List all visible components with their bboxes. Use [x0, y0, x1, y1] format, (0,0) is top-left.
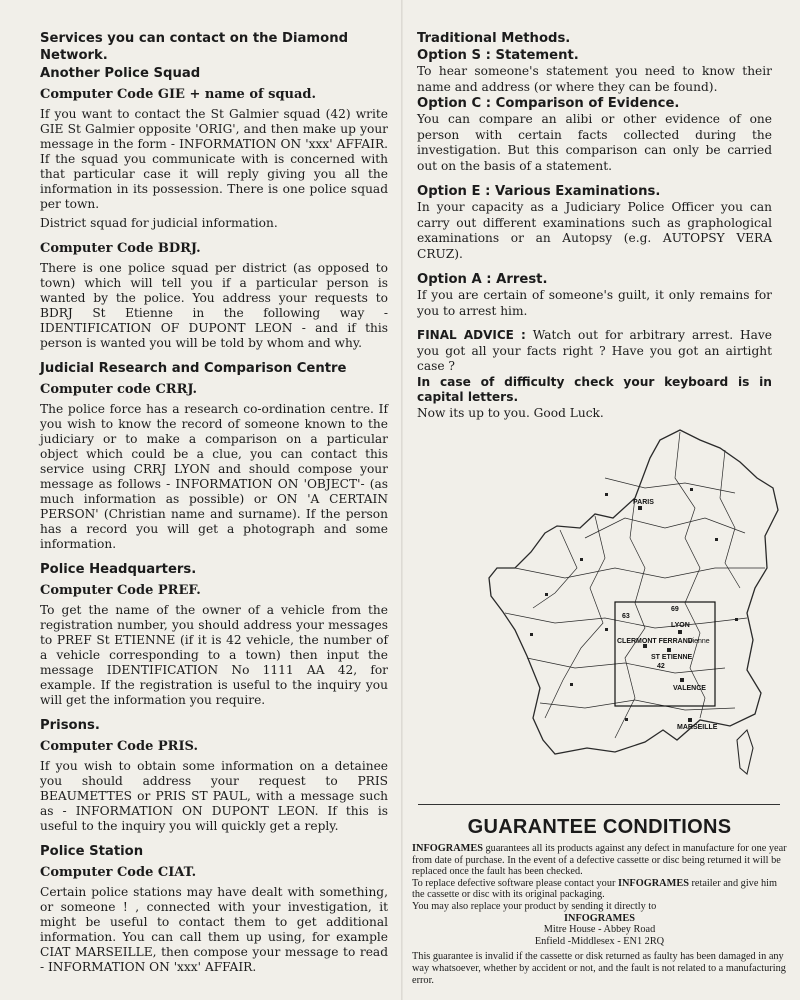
town-marker	[735, 618, 738, 621]
city-marker-paris	[638, 506, 642, 510]
address-line-2: Enfield -Middlesex - EN1 2RQ	[534, 935, 665, 947]
option-s-body: To hear someone's statement you need to know their name and address (or where they can be found).	[417, 64, 772, 94]
pref-code: Computer Code PREF.	[40, 583, 201, 598]
map-label-42: 42	[657, 663, 665, 670]
ciat-title: Police Station	[40, 844, 144, 859]
region-line	[605, 478, 735, 493]
town-marker	[715, 538, 718, 541]
address-name: INFOGRAMES	[564, 912, 635, 924]
methods-heading: Traditional Methods.	[417, 31, 571, 46]
guarantee-p1	[412, 843, 787, 878]
squad-title: Another Police Squad	[40, 66, 201, 81]
crrj-body: The police force has a research co-ordination centre. If you wish to know the record of someone known to the judiciary or to make a comparison on a particular object which could be a clue, you can contact this service using CRRJ LYON and should compose your message as follows - INFORMATION ON 'OBJECT'- (as much information as possible) or ON 'A CERTAIN PERSON' (Christian name and surname). If the person has a record you will get a photograph and some information.	[40, 402, 388, 551]
final-advice-body: Watch out for arbitrary arrest. Have you got all your facts right ? Have you got an airtight case ?	[417, 328, 772, 373]
guarantee-section	[412, 816, 787, 986]
guarantee-p2-b: retailer and give him the cassette or disc with its original packaging.	[412, 877, 777, 901]
city-marker-valence	[680, 678, 684, 682]
region-line	[615, 498, 645, 738]
map-labels	[617, 499, 718, 731]
pref-title: Police Headquarters.	[40, 562, 197, 577]
map-label-clermont: CLERMONT FERRAND	[617, 638, 693, 645]
guarantee-p1-text: guarantees all its products against any defect in manufacture for one year from date of purchase. In the event of a defective cassette or disc being returned it will be replaced once the fault has been checked.	[412, 843, 787, 878]
left-column	[0, 0, 400, 975]
services-heading: Services you can contact on the Diamond Network.	[40, 31, 349, 63]
pref-body: To get the name of the owner of a vehicle from the registration number, you should address your messages to PREF St ETIENNE (if it is 42 vehicle, the number of a vehicle corresponding to a town) then input the message IDENTIFICATION No 1111 AA 42, for example. If the registration is useful to the inquiry you will get the information you require.	[40, 603, 388, 707]
squad-note: District squad for judicial information.	[40, 216, 278, 230]
town-marker	[605, 628, 608, 631]
guarantee-p3: You may also replace your product by sending it directly to	[412, 900, 657, 912]
squad-code: Computer Code GIE + name of squad.	[40, 87, 317, 102]
town-marker	[545, 593, 548, 596]
guarantee-p2-a: To replace defective software please contact your	[412, 877, 616, 889]
region-line	[540, 700, 735, 710]
guarantee-footer: This guarantee is invalid if the cassette or disk returned as faulty has been damaged in any way whatsoever, whether by accident or not, and the fault is not related to a manufacturing error.	[412, 951, 786, 986]
map-label-marseille: MARSEILLE	[677, 724, 718, 731]
bdrj-body: There is one police squad per district (as opposed to town) which will tell you if a particular person is wanted by the police. You address your requests to BDRJ St Etienne in the following way - IDENTIFICATION OF DUPONT LEON - and if this person is wanted you will be told by whom and why.	[40, 261, 388, 350]
region-line	[533, 530, 577, 608]
ciat-code: Computer Code CIAT.	[40, 865, 197, 880]
final-advice-label: FINAL ADVICE :	[417, 328, 526, 342]
crrj-title: Judicial Research and Comparison Centre	[40, 361, 347, 376]
pris-body: If you wish to obtain some information on a detainee you should address your request to PRIS BEAUMETTES or PRIS ST PAUL, with a message such as - INFORMATION ON DUPONT LEON. If this is useful to the inquiry you will quickly get a reply.	[40, 759, 388, 833]
guarantee-title: GUARANTEE CONDITIONS	[467, 816, 732, 838]
town-marker	[605, 493, 608, 496]
region-line	[527, 658, 725, 673]
option-a-body: If you are certain of someone's guilt, it only remains for you to arrest him.	[417, 288, 772, 318]
map-label-valence: VALENCE	[673, 685, 706, 692]
option-e-title: Option E : Various Examinations.	[417, 184, 661, 199]
town-marker	[570, 683, 573, 686]
map-label-st-etienne: ST ETIENNE	[651, 654, 693, 661]
map-label-lyon: LYON	[671, 622, 690, 629]
option-e-body: In your capacity as a Judiciary Police Officer you can carry out different examinations such as graphological examinations or an Autopsy (e.g. AUTOPSY VERA CRUZ).	[417, 200, 772, 261]
map-label-paris: PARIS	[633, 499, 654, 506]
corsica-outline	[737, 730, 753, 774]
town-marker	[625, 718, 628, 721]
address-line-1: Mitre House - Abbey Road	[543, 924, 656, 936]
difficulty-note: In case of difficulty check your keyboard is in capital letters.	[417, 374, 772, 404]
guarantee-brand-2: INFOGRAMES	[617, 877, 689, 889]
map-label-69: 69	[671, 606, 679, 613]
city-marker-lyon	[678, 630, 682, 634]
region-line	[515, 568, 765, 578]
town-marker	[580, 558, 583, 561]
city-marker-st-etienne	[667, 648, 671, 652]
map-label-63: 63	[622, 613, 630, 620]
right-column	[400, 0, 800, 421]
option-a-title: Option A : Arrest.	[417, 272, 548, 287]
town-marker	[530, 633, 533, 636]
closing-line: Now its up to you. Good Luck.	[417, 405, 604, 420]
option-s-title: Option S : Statement.	[417, 48, 579, 63]
ciat-body: Certain police stations may have dealt with something, or someone ! , connected with your investigation, it might be useful to contact them to get additional information. You can call them up using, for example CIAT MARSEILLE, then compose your message to read - INFORMATION ON 'xxx' AFFAIR.	[40, 885, 388, 974]
map-label-vienne: Vienne	[688, 638, 710, 645]
option-c-title: Option C : Comparison of Evidence.	[417, 96, 680, 111]
city-marker-marseille	[688, 718, 692, 722]
guarantee-brand: INFOGRAMES	[412, 843, 483, 854]
pris-code: Computer Code PRIS.	[40, 739, 198, 754]
guarantee-divider	[418, 804, 780, 805]
city-markers	[530, 488, 738, 722]
squad-body: If you want to contact the St Galmier squad (42) write GIE St Galmier opposite 'ORIG', and then make up your message in the form - INFORMATION ON 'xxx' AFFAIR. If the squad you communicate with is concerned with that particular case it will reply giving you all the information in its possession. There is one police squad per town.	[40, 107, 388, 211]
region-line	[720, 450, 740, 588]
final-advice	[417, 328, 772, 375]
town-marker	[690, 488, 693, 491]
france-map	[485, 418, 785, 798]
bdrj-code: Computer Code BDRJ.	[40, 241, 201, 256]
region-line	[585, 518, 745, 538]
crrj-code: Computer code CRRJ.	[40, 382, 198, 397]
region-line	[545, 516, 605, 718]
guarantee-p2	[412, 878, 787, 901]
france-map-svg	[485, 418, 785, 798]
option-c-body: You can compare an alibi or other evidence of one person with certain facts collected during the investigation. But this comparison can only be carried out on the basis of a statement.	[417, 112, 772, 173]
pris-title: Prisons.	[40, 718, 100, 733]
